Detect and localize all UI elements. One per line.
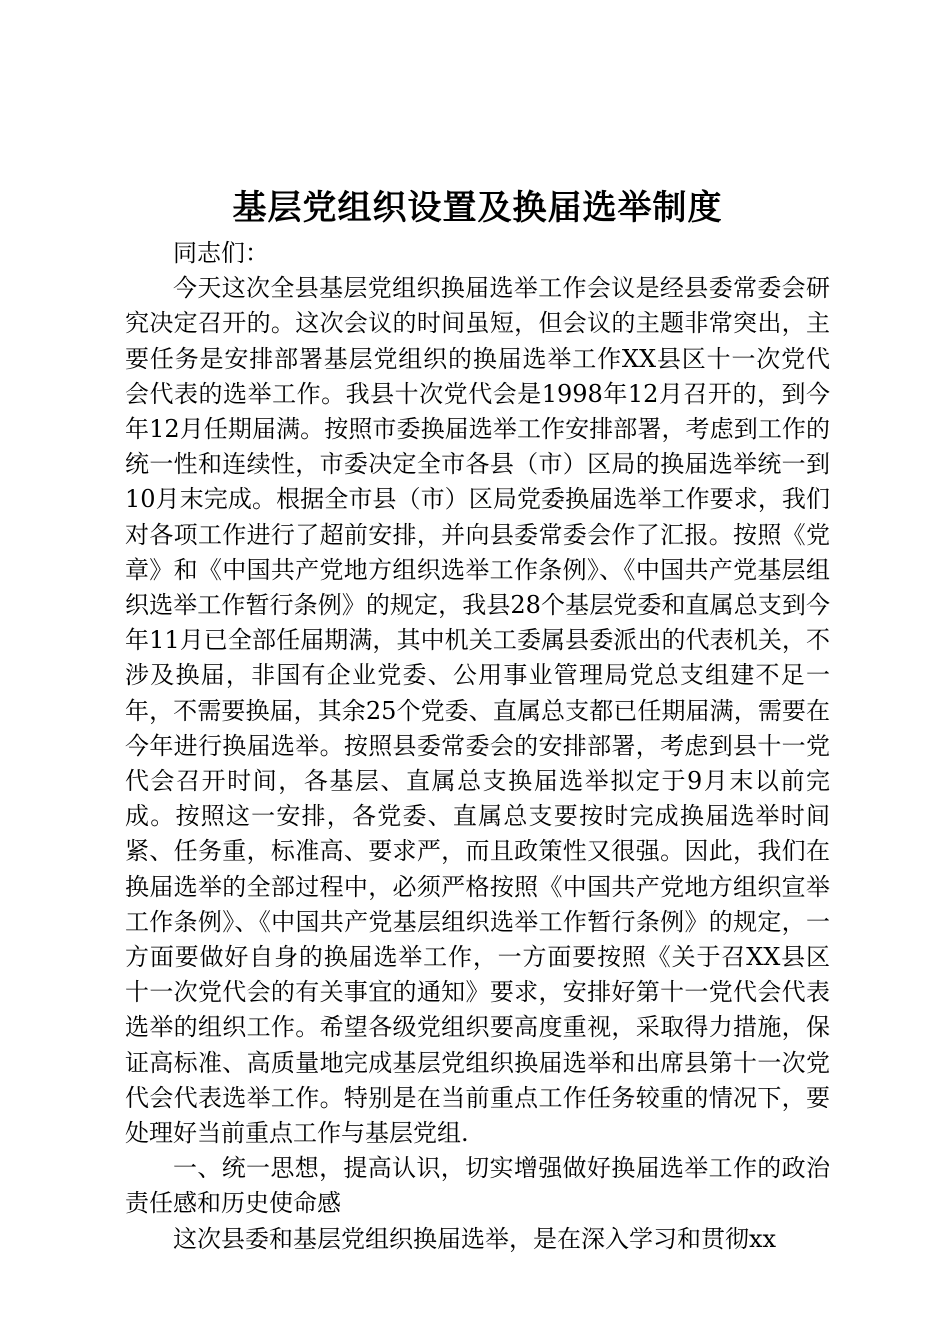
body-paragraph-intro: 今天这次全县基层党组织换届选举工作会议是经县委常委会研究决定召开的。这次会议的时间虽短，但会议的主题非常突出，主要任务是安排部署基层党组织的换届选举工作XX县区十一次党代会代表的选举工作。我县十次党代会是1998年12月召开的，到今年12月任期届满。按照市委换届选举工作安排部署，考虑到工作的统一性和连续性，市委决定全市各县（市）区局的换届选举统一到10月末完成。根据全市县（市）区局党委换届选举工作要求，我们对各项工作进行了超前安排，并向县委常委会作了汇报。按照《党章》和《中国共产党地方组织选举工作条例》、《中国共产党基层组织选举工作暂行条例》的规定，我县28个基层党委和直属总支到今年11月已全部任届期满，其中机关工委属县委派出的代表机关，不涉及换届，非国有企业党委、公用事业管理局党总支组建不足一年，不需要换届，其余25个党委、直属总支都已任期届满，需要在今年进行换届选举。按照县委常委会的安排部署，考虑到县十一党代会召开时间，各基层、直属总支换届选举拟定于9月末以前完成。按照这一安排，各党委、直属总支要按时完成换届选举时间紧、任务重，标准高、要求严，而且政策性又很强。因此，我们在换届选举的全部过程中，必须严格按照《中国共产党地方组织宣举工作条例》、《中国共产党基层组织选举工作暂行条例》的规定，一方面要做好自身的换届选举工作，一方面要按照《关于召XX县区十一次党代会的有关事宜的通知》要求，安排好第十一党代会代表选举的组织工作。希望各级党组织要高度重视，采取得力措施，保证高标准、高质量地完成基层党组织换届选举和出席县第十一次党代会代表选举工作。特别是在当前重点工作任务较重的情况下，要处理好当前重点工作与基层党组. <box>125 274 830 1148</box>
body-paragraph-section-1: 这次县委和基层党组织换届选举，是在深入学习和贯彻xx <box>173 1224 777 1253</box>
section-heading-1: 一、统一思想，提高认识，切实增强做好换届选举工作的政治责任感和历史使命感 <box>125 1154 830 1218</box>
document-page <box>125 180 830 1257</box>
salutation: 同志们： <box>173 239 269 267</box>
document-title: 基层党组织设置及换届选举制度 <box>232 188 723 228</box>
